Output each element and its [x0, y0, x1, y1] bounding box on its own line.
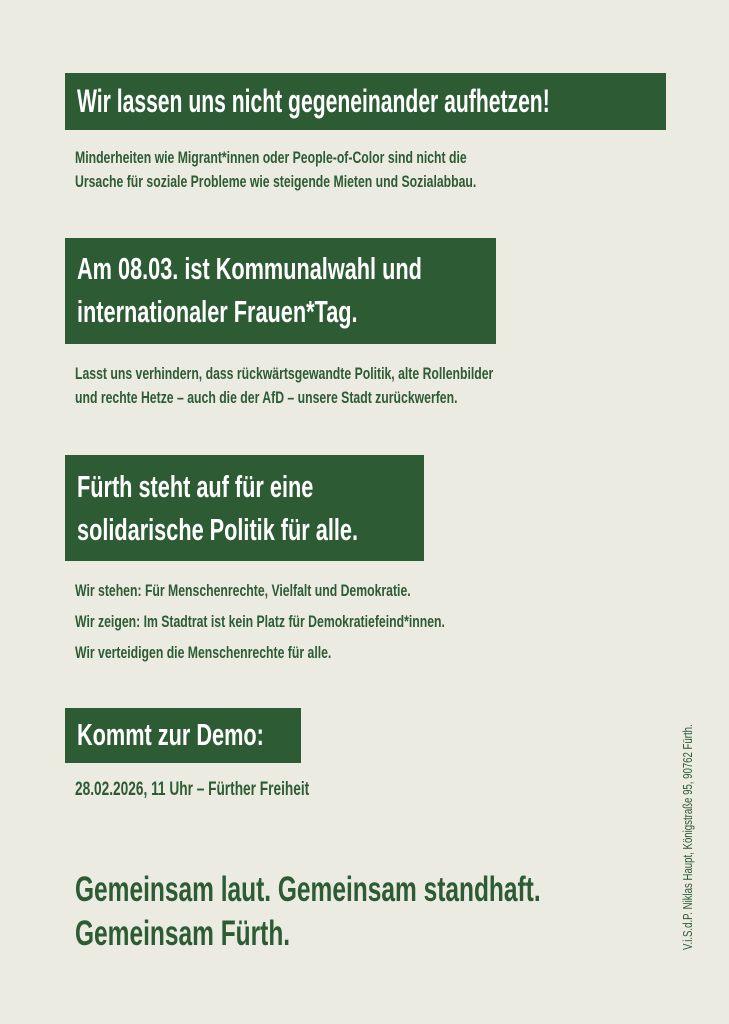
heading-line: solidarische Politik für alle.: [77, 512, 358, 547]
text-line: Wir stehen: Für Menschenrechte, Vielfalt und Demokratie.: [75, 581, 411, 600]
text-line: Lasst uns verhindern, dass rückwärtsgewandte Politik, alte Rollenbilder: [75, 364, 494, 383]
heading-line: Am 08.03. ist Kommunalwahl und: [77, 251, 422, 286]
text-line: und rechte Hetze – auch die der AfD – unsere Stadt zurückwerfen.: [75, 388, 458, 407]
paragraph-minorities: [75, 146, 632, 194]
text-line: Wir zeigen: Im Stadtrat ist kein Platz für Demokratiefeind*innen.: [75, 612, 445, 631]
paragraph-we-stand: [75, 575, 589, 668]
heading-line: internationaler Frauen*Tag.: [77, 294, 358, 329]
text-line: Ursache für soziale Probleme wie steigende Mieten und Sozialabbau.: [75, 172, 477, 191]
text-line: Wir verteidigen die Menschenrechte für alle.: [75, 643, 332, 662]
slogan: [75, 868, 729, 956]
paragraph-prevent: [75, 362, 656, 410]
heading-line: Fürth steht auf für eine: [77, 469, 314, 504]
demo-details: [75, 778, 400, 802]
heading-election: [77, 247, 422, 333]
heading-box-solidarity: [65, 455, 424, 561]
heading-solidarity: [77, 465, 358, 551]
heading-box-no-divide: [65, 73, 666, 130]
heading-no-divide: Wir lassen uns nicht gegeneinander aufhetzen!: [77, 83, 550, 119]
slogan-line: Gemeinsam laut. Gemeinsam standhaft.: [75, 870, 541, 909]
imprint: [680, 645, 695, 950]
imprint-text: V.i.S.d.P. Niklas Haupt, Königstraße 95, 90762 Fürth.: [680, 724, 695, 950]
heading-demo: Kommt zur Demo:: [77, 717, 264, 752]
demo-date-place: 28.02.2026, 11 Uhr – Fürther Freiheit: [75, 779, 310, 800]
heading-box-election: [65, 238, 496, 344]
heading-box-demo: [65, 708, 301, 763]
text-line: Minderheiten wie Migrant*innen oder People-of-Color sind nicht die: [75, 148, 467, 167]
slogan-line: Gemeinsam Fürth.: [75, 914, 291, 953]
